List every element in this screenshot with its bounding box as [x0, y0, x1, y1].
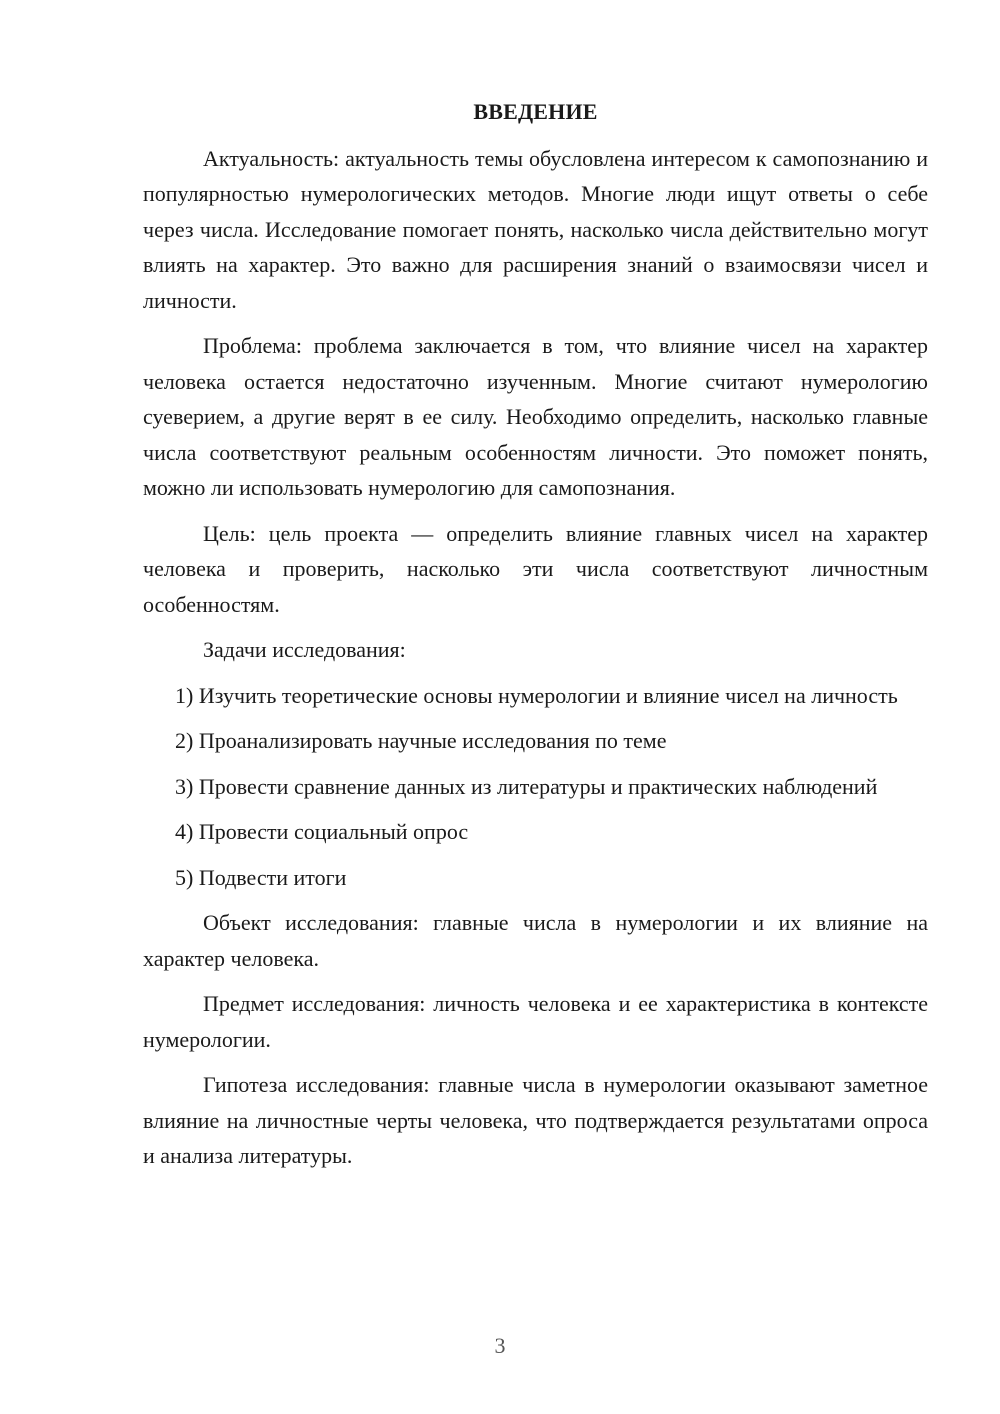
section-title: ВВЕДЕНИЕ	[473, 99, 598, 124]
page-number: 3	[494, 1333, 506, 1358]
object-paragraph: Объект исследования: главные числа в нумерологии и их влияние на характер человека.	[143, 910, 928, 971]
goal-paragraph: Цель: цель проекта — определить влияние главных чисел на характер человека и проверить, насколько эти числа соответствуют личностным особенностям.	[143, 520, 928, 617]
task-item-4: 4) Провести социальный опрос	[175, 819, 469, 844]
problem-paragraph: Проблема: проблема заключается в том, что влияние чисел на характер человека остается недостаточно изученным. Многие считают нумерологию суеверием, а другие верят в ее силу. Необходимо определить, насколько главные числа соответствуют реальным особенностям личности. Это поможет понять, можно ли использовать нумерологию для самопознания.	[143, 333, 928, 500]
task-item-1: 1) Изучить теоретические основы нумерологии и влияние чисел на личность	[175, 682, 898, 708]
task-item-5: 5) Подвести итоги	[175, 864, 347, 890]
tasks-heading: Задачи исследования:	[203, 637, 406, 662]
task-item-3: 3) Провести сравнение данных из литературы и практических наблюдений	[175, 773, 878, 799]
document-page	[143, 94, 928, 1184]
hypothesis-paragraph: Гипотеза исследования: главные числа в нумерологии оказывают заметное влияние на личностные черты человека, что подтверждается результатами опроса и анализа литературы.	[143, 1072, 928, 1168]
subject-paragraph: Предмет исследования: личность человека и ее характеристика в контексте нумерологии.	[143, 991, 928, 1052]
relevance-paragraph: Актуальность: актуальность темы обусловлена интересом к самопознанию и популярностью нумерологических методов. Многие люди ищут ответы о себе через числа. Исследование помогает понять, насколько числа действительно могут влиять на характер. Это важно для расширения знаний о взаимосвязи чисел и личности.	[143, 145, 928, 313]
task-item-2: 2) Проанализировать научные исследования по теме	[175, 728, 667, 753]
